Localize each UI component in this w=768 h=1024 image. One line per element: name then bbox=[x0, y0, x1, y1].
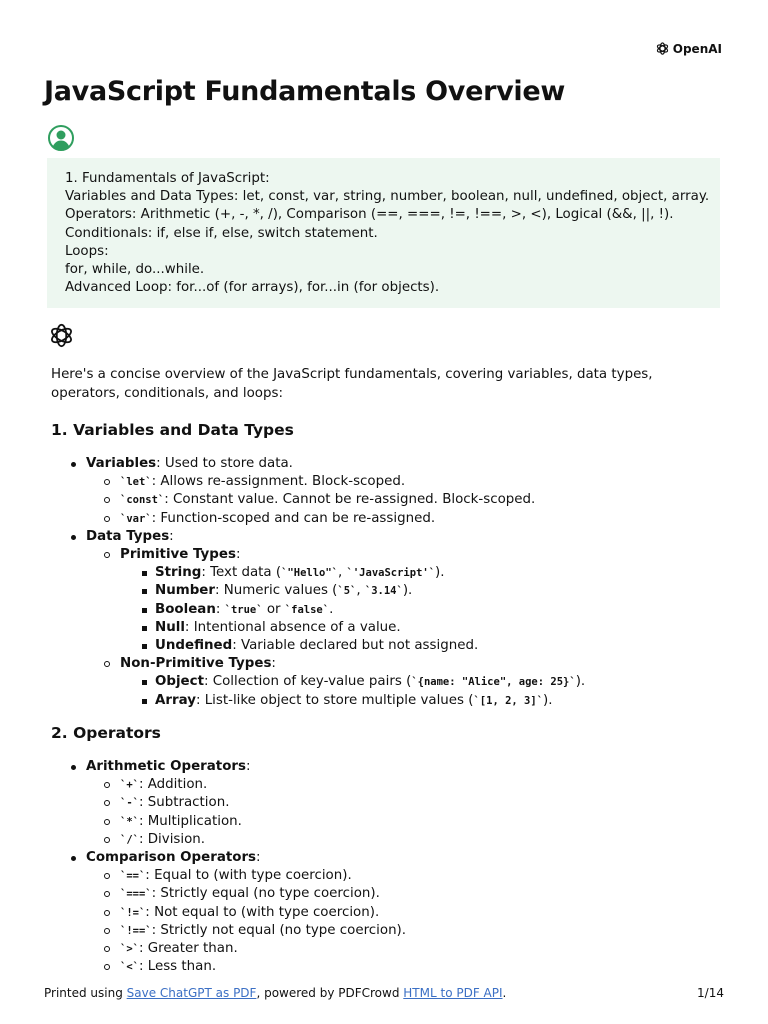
inline-code: `-` bbox=[120, 797, 139, 810]
circle-bullet-icon bbox=[104, 891, 110, 897]
prompt-line: for, while, do...while. bbox=[65, 262, 205, 278]
item-text: , bbox=[356, 583, 365, 599]
list-item bbox=[0, 455, 768, 473]
term-label: Primitive Types bbox=[120, 547, 236, 563]
item-text: : Less than. bbox=[138, 959, 217, 975]
square-bullet-icon bbox=[142, 699, 147, 704]
list-item bbox=[0, 794, 768, 812]
item-text: : bbox=[235, 547, 241, 563]
list-item bbox=[0, 776, 768, 794]
item-text: : Collection of key-value pairs ( bbox=[203, 674, 412, 690]
item-text: : bbox=[215, 601, 225, 617]
item-text: : Subtraction. bbox=[138, 795, 230, 811]
list-item bbox=[0, 867, 768, 885]
inline-code: `!=` bbox=[120, 906, 146, 919]
list-item bbox=[0, 601, 768, 619]
prompt-line: Operators: Arithmetic (+, -, *, /), Comparison (==, ===, !=, !==, >, <), Logical (&&, ||, !). bbox=[65, 207, 674, 223]
square-bullet-icon bbox=[142, 626, 147, 631]
item-text: : Not equal to (with type coercion). bbox=[145, 904, 380, 920]
section-heading: 1. Variables and Data Types bbox=[51, 421, 294, 439]
list-item bbox=[0, 619, 768, 637]
term-label: Arithmetic Operators bbox=[86, 759, 246, 774]
item-text: : Strictly not equal (no type coercion). bbox=[151, 922, 407, 938]
circle-bullet-icon bbox=[104, 946, 110, 952]
item-text: : Addition. bbox=[138, 777, 208, 793]
inline-code: `5` bbox=[337, 585, 357, 598]
list-item bbox=[0, 940, 768, 958]
list-item bbox=[0, 528, 768, 546]
item-text: ). bbox=[575, 674, 586, 690]
section-heading: 2. Operators bbox=[51, 724, 161, 742]
item-text: . bbox=[329, 601, 334, 617]
list-item bbox=[0, 637, 768, 655]
square-bullet-icon bbox=[142, 589, 147, 594]
list-item bbox=[0, 491, 768, 509]
disc-bullet-icon bbox=[71, 535, 76, 540]
inline-code: `!==` bbox=[120, 924, 152, 937]
inline-code: `===` bbox=[120, 888, 152, 901]
term-label: Undefined bbox=[155, 638, 233, 654]
prompt-line: Variables and Data Types: let, const, var, string, number, boolean, null, undefined, object, array. bbox=[65, 189, 710, 205]
item-text: : List-like object to store multiple values ( bbox=[195, 692, 474, 708]
item-text: : Constant value. Cannot be re-assigned. Block-scoped. bbox=[164, 492, 536, 508]
prompt-line: Advanced Loop: for...of (for arrays), for...in (for objects). bbox=[65, 280, 440, 296]
list-item bbox=[0, 758, 768, 776]
list-item bbox=[0, 582, 768, 600]
inline-code: `*` bbox=[120, 815, 139, 828]
page-title: JavaScript Fundamentals Overview bbox=[44, 76, 566, 107]
inline-code: `==` bbox=[120, 870, 146, 883]
circle-bullet-icon bbox=[104, 516, 110, 522]
term-label: Object bbox=[155, 674, 204, 690]
inline-code: `{name: "Alice", age: 25}` bbox=[411, 676, 576, 689]
operators-list bbox=[0, 758, 768, 976]
item-text: : Allows re-assignment. Block-scoped. bbox=[151, 474, 406, 490]
brand-name: OpenAI bbox=[672, 41, 722, 56]
inline-code: `"Hello"` bbox=[281, 567, 339, 580]
inline-code: `'JavaScript'` bbox=[346, 567, 436, 580]
circle-bullet-icon bbox=[104, 873, 110, 879]
list-item bbox=[0, 473, 768, 491]
user-avatar-icon bbox=[48, 125, 74, 151]
circle-bullet-icon bbox=[104, 497, 110, 503]
item-text: : Used to store data. bbox=[156, 456, 293, 471]
item-text: : Strictly equal (no type coercion). bbox=[151, 886, 380, 902]
inline-code: `const` bbox=[120, 494, 165, 507]
inline-code: `[1, 2, 3]` bbox=[473, 694, 544, 707]
page-number: 1/14 bbox=[697, 986, 724, 1000]
item-text: : Function-scoped and can be re-assigned. bbox=[151, 510, 436, 526]
list-item bbox=[0, 546, 768, 564]
list-item bbox=[0, 564, 768, 582]
disc-bullet-icon bbox=[71, 856, 76, 861]
inline-code: `false` bbox=[284, 603, 330, 616]
openai-logo bbox=[655, 41, 722, 56]
footer-text: , powered by PDFCrowd bbox=[256, 986, 404, 1000]
item-text: : Greater than. bbox=[138, 941, 238, 957]
item-text: : Equal to (with type coercion). bbox=[145, 868, 352, 884]
term-label: Comparison Operators bbox=[86, 850, 257, 866]
list-item bbox=[0, 510, 768, 528]
circle-bullet-icon bbox=[104, 910, 110, 916]
html-to-pdf-api-link[interactable]: HTML to PDF API bbox=[403, 986, 503, 1000]
term-label: Variables bbox=[86, 456, 157, 471]
chatgpt-icon bbox=[48, 322, 75, 349]
variables-list bbox=[0, 455, 768, 710]
item-text: : bbox=[271, 656, 276, 672]
prompt-line: Loops: bbox=[65, 243, 109, 259]
term-label: Number bbox=[155, 583, 215, 599]
term-label: Data Types bbox=[86, 528, 170, 544]
item-text: ). bbox=[435, 565, 445, 581]
footer-text: Printed using bbox=[44, 986, 127, 1000]
list-item bbox=[0, 813, 768, 831]
list-item bbox=[0, 655, 768, 673]
term-label: String bbox=[155, 565, 202, 581]
item-text: : Multiplication. bbox=[138, 813, 242, 829]
item-text: : Numeric values ( bbox=[214, 583, 338, 599]
square-bullet-icon bbox=[142, 571, 147, 576]
inline-code: `/` bbox=[120, 833, 139, 846]
item-text: : bbox=[256, 850, 261, 866]
circle-bullet-icon bbox=[104, 782, 110, 788]
item-text: : Variable declared but not assigned. bbox=[232, 638, 479, 654]
circle-bullet-icon bbox=[104, 479, 110, 485]
inline-code: `var` bbox=[120, 512, 152, 525]
circle-bullet-icon bbox=[104, 837, 110, 843]
list-item bbox=[0, 673, 768, 691]
inline-code: `3.14` bbox=[364, 585, 403, 598]
item-text: : Text data ( bbox=[201, 565, 282, 581]
list-item bbox=[0, 958, 768, 976]
item-text: : bbox=[245, 759, 251, 774]
circle-bullet-icon bbox=[104, 928, 110, 934]
square-bullet-icon bbox=[142, 608, 147, 613]
item-text: ). bbox=[402, 583, 413, 599]
inline-code: `+` bbox=[120, 779, 139, 792]
item-text: : bbox=[169, 528, 174, 544]
term-label: Array bbox=[155, 692, 196, 708]
circle-bullet-icon bbox=[104, 819, 110, 825]
disc-bullet-icon bbox=[71, 462, 76, 467]
inline-code: `>` bbox=[120, 943, 139, 956]
list-item bbox=[0, 922, 768, 940]
response-intro: Here's a concise overview of the JavaScript fundamentals, covering variables, data types, operators, conditionals, and loops: bbox=[51, 367, 653, 401]
footer-text: . bbox=[502, 986, 507, 1000]
item-text: or bbox=[262, 601, 285, 617]
item-text: ). bbox=[543, 692, 553, 708]
disc-bullet-icon bbox=[71, 765, 76, 770]
openai-icon bbox=[655, 41, 670, 56]
print-footer bbox=[44, 986, 724, 1000]
square-bullet-icon bbox=[142, 680, 147, 685]
item-text: , bbox=[338, 565, 347, 581]
circle-bullet-icon bbox=[104, 800, 110, 806]
term-label: Non-Primitive Types bbox=[120, 656, 272, 672]
list-item bbox=[0, 692, 768, 710]
list-item bbox=[0, 904, 768, 922]
list-item bbox=[0, 831, 768, 849]
inline-code: `let` bbox=[120, 476, 152, 489]
inline-code: `<` bbox=[120, 961, 139, 974]
term-label: Null bbox=[155, 619, 185, 635]
save-chatgpt-pdf-link[interactable]: Save ChatGPT as PDF bbox=[126, 986, 257, 1000]
item-text: : Division. bbox=[138, 831, 206, 847]
item-text: : Intentional absence of a value. bbox=[184, 619, 401, 635]
list-item bbox=[0, 885, 768, 903]
circle-bullet-icon bbox=[104, 552, 110, 558]
prompt-line: 1. Fundamentals of JavaScript: bbox=[65, 171, 270, 186]
inline-code: `true` bbox=[224, 603, 263, 616]
circle-bullet-icon bbox=[104, 964, 110, 970]
square-bullet-icon bbox=[142, 644, 147, 649]
term-label: Boolean bbox=[155, 601, 216, 617]
circle-bullet-icon bbox=[104, 661, 110, 667]
list-item bbox=[0, 849, 768, 867]
user-prompt bbox=[47, 158, 720, 308]
prompt-line: Conditionals: if, else if, else, switch statement. bbox=[65, 225, 378, 241]
